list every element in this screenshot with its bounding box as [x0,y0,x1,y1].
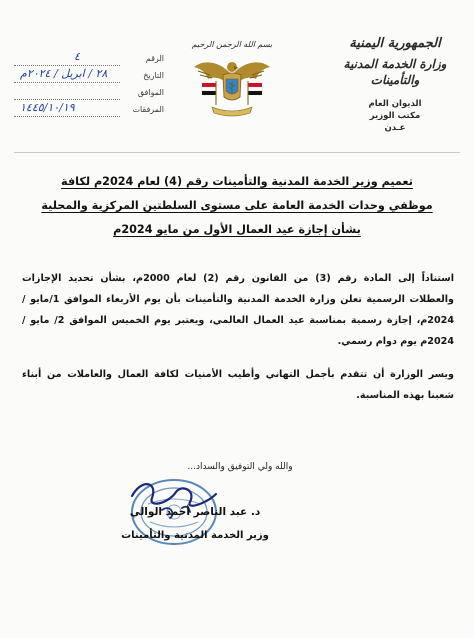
closing-line: والله ولي التوفيق والسداد... [187,462,293,472]
letterhead-center [186,40,278,119]
signatory-name: د. عبد الناصر أحمد الوالي [129,506,261,518]
basmala: بسم الله الرحمن الرحيم [191,40,273,49]
letterhead-country: الجمهورية اليمنية [349,36,441,51]
header-divider [14,152,460,153]
signatory-role: وزير الخدمة المدنية والتأمينات [121,530,269,541]
document-title [20,170,454,242]
reference-block [14,52,164,120]
letterhead-ministry: وزارة الخدمة المدنية والتأمينات [343,57,447,87]
reference-number-label: الرقم [145,54,164,63]
title-line-1: تعميم وزير الخدمة المدنية والتأمينات رقم (4) لعام 2024م لكافة [61,175,413,188]
reference-date-value: ٢٨ / ابريل / ٢٠٢٤م [20,67,108,80]
title-line-2: موظفي وحدات الخدمة العامة على مستوى السلطتين المركزية والمحلية [41,199,433,212]
title-line-3: بشأن إجازة عيد العمال الأول من مايو 2024م [113,223,361,236]
letterhead-city: عـدن [384,123,406,133]
reference-date-row [14,69,164,86]
reference-attachments-label: المرفقات [132,105,164,114]
letterhead-department: الديوان العام [368,99,422,109]
document-body [22,268,454,406]
letterhead-office: مكتب الوزير [369,111,421,121]
body-paragraph-2: ويسر الوزارة أن تتقدم بأجمل التهاني وأطيب الأمنيات لكافة العمال والعاملات من أبناء شعبنا بهذه المناسبة. [22,369,454,401]
reference-corresponding-label: الموافق [137,88,164,97]
letterhead [330,36,460,134]
body-paragraph-1: استناداً إلى المادة رقم (3) من القانون رقم (2) لعام 2000م، بشأن تحديد الإجازات والعطلات الرسمية تعلن وزارة الخدمة المدنية والتأمينات بأن يوم الأربعاء الموافق 1/مايو / 2024م، إجازة رسمية بمناسبة عيد العمال العالمي، ويعتبر يوم الخميس الموافق 2/ مايو / 2024م يوم دوام رسمي. [22,273,454,347]
reference-attachments-row [14,103,164,120]
reference-attachments-value: ١٤٤٥/١٠/١٩ [20,101,75,114]
reference-date-label: التاريخ [143,71,164,80]
reference-number-value: ٤ [74,50,80,63]
yemen-eagle-emblem-icon [190,53,274,119]
